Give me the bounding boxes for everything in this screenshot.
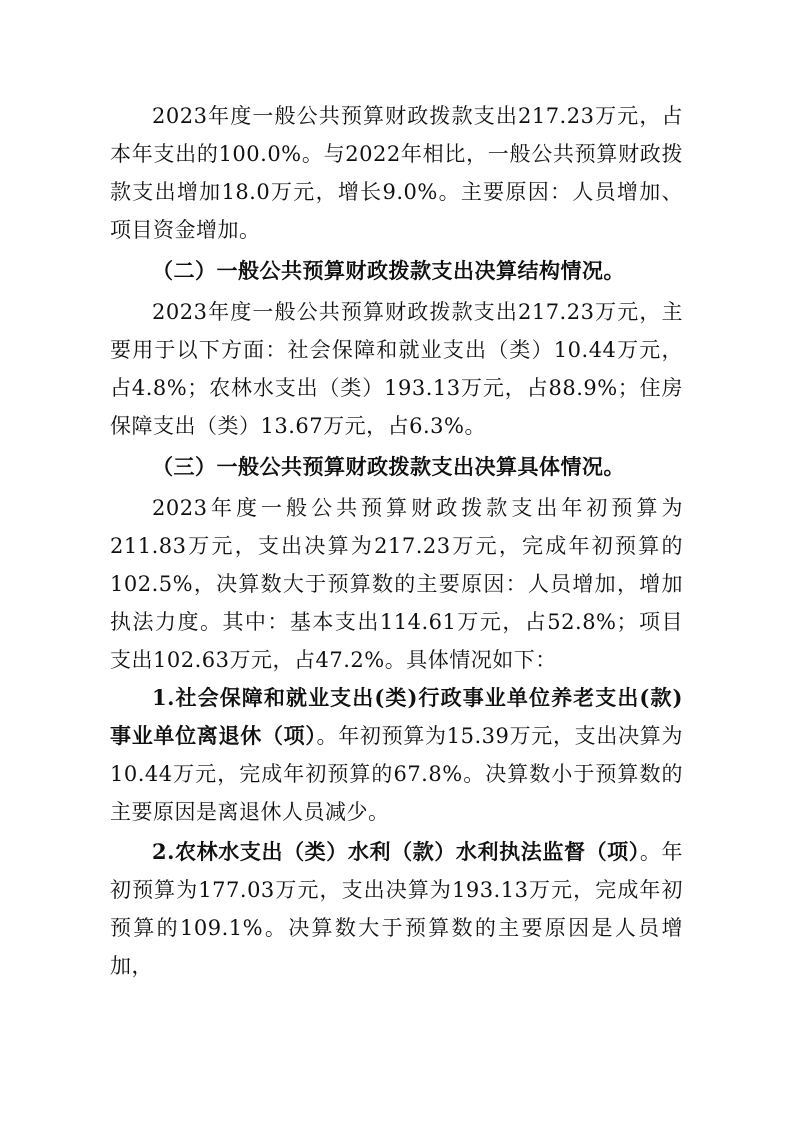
- section-heading-structure: （二）一般公共预算财政拨款支出决算结构情况。: [152, 258, 625, 283]
- section-heading-details: （三）一般公共预算财政拨款支出决算具体情况。: [152, 454, 625, 479]
- list-item-title: 1.社会保障和就业支出(类)行政事业单位养老支出(款)事业单位离退休（项）: [110, 685, 683, 748]
- list-item-body: 。年初预算为15.39万元，支出决算为10.44万元，完成年初预算的67.8%。决算数小于预算数的主要原因是离退休人员减少。: [110, 724, 683, 824]
- list-item-social-security: [110, 679, 683, 831]
- list-item-title: 2.农林水支出（类）水利（款）水利执法监督（项）: [152, 839, 640, 864]
- list-item-body: 。年初预算为177.03万元，支出决算为193.13万元，完成年初预算的109.1%。决算数大于预算数的主要原因是人员增加，: [110, 840, 684, 978]
- paragraph-expenditure-structure: 2023年度一般公共预算财政拨款支出217.23万元，主要用于以下方面：社会保障和就业支出（类）10.44万元，占4.8%；农林水支出（类）193.13万元，占88.9%；住房保障支出（类）13.67万元，占6.3%。: [110, 300, 683, 438]
- paragraph-expenditure-details: 2023年度一般公共预算财政拨款支出年初预算为211.83万元，支出决算为217.23万元，完成年初预算的102.5%，决算数大于预算数的主要原因：人员增加，增加执法力度。其中：基本支出114.61万元，占52.8%；项目支出102.63万元，占47.2%。具体情况如下：: [110, 496, 683, 672]
- paragraph-expenditure-total: 2023年度一般公共预算财政拨款支出217.23万元，占本年支出的100.0%。与2022年相比，一般公共预算财政拨款支出增加18.0万元，增长9.0%。主要原因：人员增加、项目资金增加。: [110, 104, 683, 242]
- list-item-agriculture-water: [110, 833, 683, 985]
